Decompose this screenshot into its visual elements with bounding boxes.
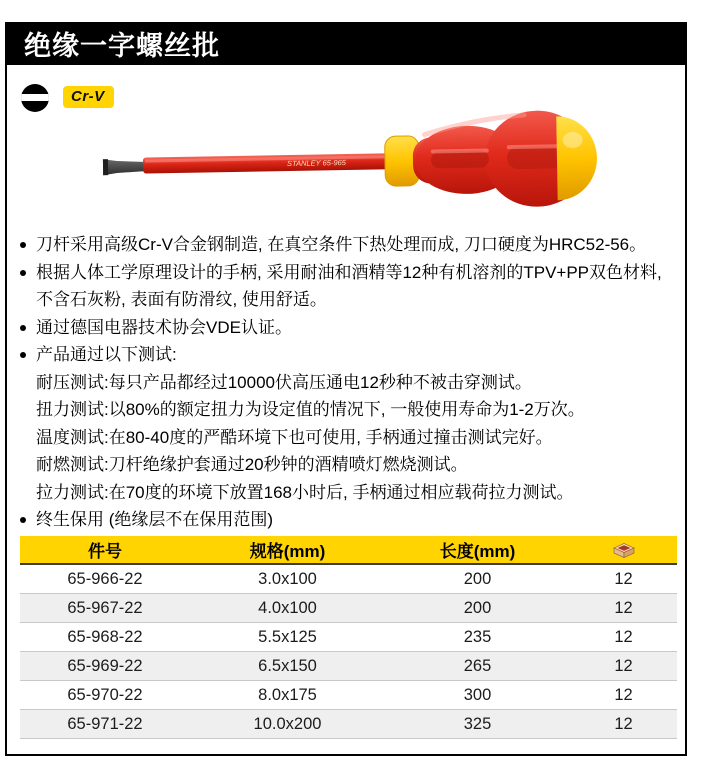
column-header-qty	[570, 541, 677, 559]
qty-cell: 12	[614, 569, 633, 588]
spec-table	[20, 536, 677, 739]
table-row	[20, 652, 677, 681]
feature-line	[20, 369, 678, 397]
feature-line	[20, 424, 678, 452]
length-cell: 200	[463, 598, 492, 617]
column-header-spec: 规格(mm)	[249, 542, 326, 561]
feature-text: 扭力测试:以80%的额定扭力为设定值的情况下, 一般使用寿命为1-2万次。	[36, 400, 585, 419]
feature-line	[20, 506, 678, 534]
part-number-cell: 65-966-22	[67, 569, 143, 588]
page-title-bar	[5, 22, 687, 65]
bullet-dot	[20, 314, 36, 342]
spec-table-body	[20, 565, 677, 739]
feature-text: 通过德国电器技术协会VDE认证。	[36, 317, 292, 337]
qty-cell: 12	[614, 656, 633, 675]
length-cell: 300	[463, 685, 492, 704]
feature-line	[20, 396, 678, 424]
feature-line	[20, 314, 678, 342]
feature-text: 温度测试:在80-40度的严酷环境下也可使用, 手柄通过撞击测试完好。	[36, 427, 553, 447]
blade-tip	[103, 158, 147, 175]
feature-list	[20, 231, 678, 534]
feature-text: 终生保用 (绝缘层不在保用范围)	[36, 510, 274, 529]
part-number-cell: 65-968-22	[67, 627, 143, 646]
feature-line	[20, 479, 678, 507]
bullet-dot	[20, 231, 36, 259]
feature-text: 耐压测试:每只产品都经过10000伏高压通电12秒种不被击穿测试。	[36, 372, 532, 392]
slotted-screw-icon	[21, 84, 49, 112]
column-header-length: 长度(mm)	[439, 542, 516, 561]
part-number-cell: 65-971-22	[67, 714, 143, 733]
length-cell: 325	[463, 714, 492, 733]
table-row	[20, 594, 677, 623]
feature-text: 产品通过以下测试:	[36, 345, 177, 364]
crv-badge: Cr-V	[63, 86, 114, 108]
slot-bar	[21, 94, 49, 101]
table-row	[20, 710, 677, 739]
part-number-cell: 65-969-22	[67, 656, 143, 675]
feature-text: 拉力测试:在70度的环境下放置168小时后, 手柄通过相应载荷拉力测试。	[36, 482, 574, 502]
feature-text: 根据人体工学原理设计的手柄, 采用耐油和酒精等12种有机溶剂的TPV+PP双色材料, 不含石灰粉, 表面有防滑纹, 使用舒适。	[36, 262, 662, 309]
part-number-cell: 65-970-22	[67, 685, 143, 704]
product-photo	[95, 104, 600, 222]
qty-cell: 12	[614, 714, 633, 733]
table-row	[20, 565, 677, 594]
spec-cell: 3.0x100	[258, 569, 317, 588]
length-cell: 265	[463, 656, 492, 675]
spec-cell: 6.5x150	[258, 656, 317, 675]
spec-cell: 8.0x175	[258, 685, 317, 704]
length-cell: 235	[463, 627, 492, 646]
qty-cell: 12	[614, 598, 633, 617]
feature-line	[20, 341, 678, 369]
feature-line	[20, 259, 678, 314]
screwdriver-image	[95, 104, 600, 222]
feature-text: 耐燃测试:刀杆绝缘护套通过20秒钟的酒精喷灯燃烧测试。	[36, 455, 468, 474]
spec-cell: 4.0x100	[258, 598, 317, 617]
feature-line	[20, 231, 678, 259]
length-cell: 200	[463, 569, 492, 588]
part-number-cell: 65-967-22	[67, 598, 143, 617]
qty-cell: 12	[614, 627, 633, 646]
page-title: 绝缘一字螺丝批	[24, 31, 220, 61]
spec-cell: 10.0x200	[253, 714, 322, 733]
bullet-dot	[20, 341, 36, 369]
table-row	[20, 623, 677, 652]
column-header-part-number: 件号	[88, 542, 122, 561]
feature-line	[20, 451, 678, 479]
bullet-dot	[20, 259, 36, 314]
spec-table-header	[20, 536, 677, 565]
spec-cell: 5.5x125	[258, 627, 317, 646]
table-row	[20, 681, 677, 710]
qty-cell: 12	[614, 685, 633, 704]
bullet-dot	[20, 506, 36, 534]
shaft-marking: STANLEY 65-965	[286, 158, 347, 169]
feature-text: 刀杆采用高级Cr-V合金钢制造, 在真空条件下热处理而成, 刀口硬度为HRC52-56。	[36, 235, 647, 254]
box-icon	[570, 541, 677, 559]
